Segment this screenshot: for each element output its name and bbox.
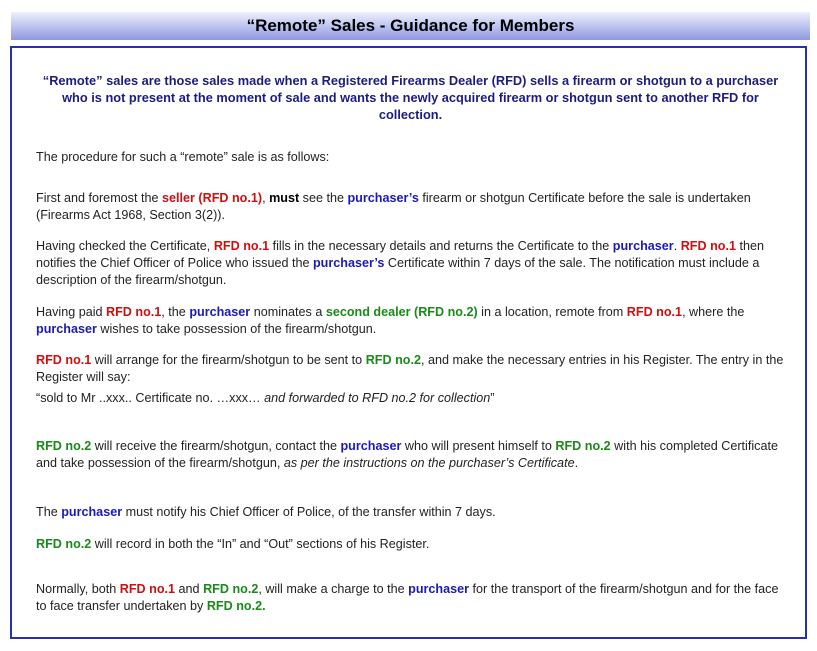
purchaser-term: purchaser xyxy=(612,239,674,253)
text: firearm or shotgun Certificate before the sale is undertaken (Firearms Act 1968, Section 3(2)). xyxy=(36,191,751,222)
text: wishes to take possession of the firearm/shotgun. xyxy=(96,322,377,336)
text: Having checked the Certificate, xyxy=(36,239,214,253)
purchaser-term: purchaser xyxy=(189,305,251,319)
text: Certificate within 7 days of the sale. The notification must include a description of the firearm/shotgun. xyxy=(36,256,760,287)
text: , and make the necessary entries in his Register. The entry in the Register will say: xyxy=(36,353,784,384)
purchaser-term: purchaser xyxy=(36,322,97,336)
purchaser-term: purchaser’s xyxy=(347,191,419,205)
text: First and foremost the xyxy=(36,191,162,205)
rfd2-term: RFD no.2 xyxy=(36,537,92,551)
text: ” xyxy=(490,391,495,405)
text: The xyxy=(36,505,62,519)
text: . xyxy=(673,239,681,253)
rfd2-term: RFD no.2 xyxy=(36,439,92,453)
text: “sold to Mr ..xxx.. Certificate no. …xxx… xyxy=(36,391,265,405)
rfd1-term: RFD no.1 xyxy=(680,239,736,253)
rfd1-term: RFD no.1 xyxy=(106,305,162,319)
purchaser-term: purchaser’s xyxy=(312,256,385,270)
rfd1-term: RFD no.1 xyxy=(36,353,92,367)
paragraph-2 xyxy=(36,238,786,289)
text: with his completed Certificate and take possession of the firearm/shotgun, xyxy=(36,439,778,470)
paragraph-6 xyxy=(36,504,786,521)
paragraph-3 xyxy=(36,304,786,338)
rfd2-term: RFD no.2 xyxy=(555,439,611,453)
title-banner xyxy=(11,12,810,40)
text: nominates a xyxy=(250,305,326,319)
paragraph-5 xyxy=(36,438,786,472)
paragraph-8 xyxy=(36,581,786,615)
text: . xyxy=(574,456,579,470)
second-dealer-term: second dealer (RFD no.2) xyxy=(325,305,478,319)
text: fills in the necessary details and returns the Certificate to the xyxy=(269,239,613,253)
rfd1-term: RFD no.1 xyxy=(119,582,176,596)
rfd2-term: RFD no.2. xyxy=(206,599,266,613)
text: will record in both the “In” and “Out” sections of his Register. xyxy=(91,537,430,551)
paragraph-1 xyxy=(36,190,786,224)
text: and xyxy=(175,582,204,596)
intro-paragraph: “Remote” sales are those sales made when a Registered Firearms Dealer (RFD) sells a firearm or shotgun to a purchaser who is not present at the moment of sale and wants the newly acquired firearm or shotgun sent to another RFD for collection. xyxy=(42,73,779,122)
must-term: must xyxy=(269,191,300,205)
paragraph-7 xyxy=(36,536,786,553)
text: Having paid xyxy=(36,305,107,319)
rfd2-term: RFD no.2 xyxy=(365,353,421,367)
text: as per the instructions on the purchaser’s Certificate xyxy=(283,456,575,470)
text: must notify his Chief Officer of Police, of the transfer within 7 days. xyxy=(122,505,496,519)
purchaser-term: purchaser xyxy=(340,439,402,453)
rfd2-term: RFD no.2 xyxy=(203,582,259,596)
text: then notifies the Chief Officer of Police who issued the xyxy=(36,239,764,270)
purchaser-term: purchaser xyxy=(61,505,123,519)
text: and forwarded to RFD no.2 for collection xyxy=(264,391,491,405)
text: , xyxy=(262,191,270,205)
rfd1-term: RFD no.1 xyxy=(213,239,270,253)
procedure-intro: The procedure for such a “remote” sale is as follows: xyxy=(36,150,330,164)
seller-term: seller (RFD no.1) xyxy=(162,191,263,205)
page-title: “Remote” Sales - Guidance for Members xyxy=(246,16,575,35)
text: for the transport of the firearm/shotgun and for the face to face transfer undertaken by xyxy=(36,582,779,613)
purchaser-term: purchaser xyxy=(408,582,470,596)
text: in a location, remote from xyxy=(477,305,627,319)
text: who will present himself to xyxy=(401,439,556,453)
text: see the xyxy=(299,191,348,205)
guidance-box xyxy=(10,46,807,639)
rfd1-term: RFD no.1 xyxy=(626,305,683,319)
text: will receive the firearm/shotgun, contact the xyxy=(91,439,341,453)
text: will arrange for the firearm/shotgun to be sent to xyxy=(91,353,366,367)
text: , the xyxy=(161,305,190,319)
paragraph-4 xyxy=(36,352,786,386)
text: , where the xyxy=(682,305,745,319)
text: , will make a charge to the xyxy=(258,582,409,596)
text: Normally, both xyxy=(36,582,120,596)
register-entry-quote xyxy=(36,390,786,407)
